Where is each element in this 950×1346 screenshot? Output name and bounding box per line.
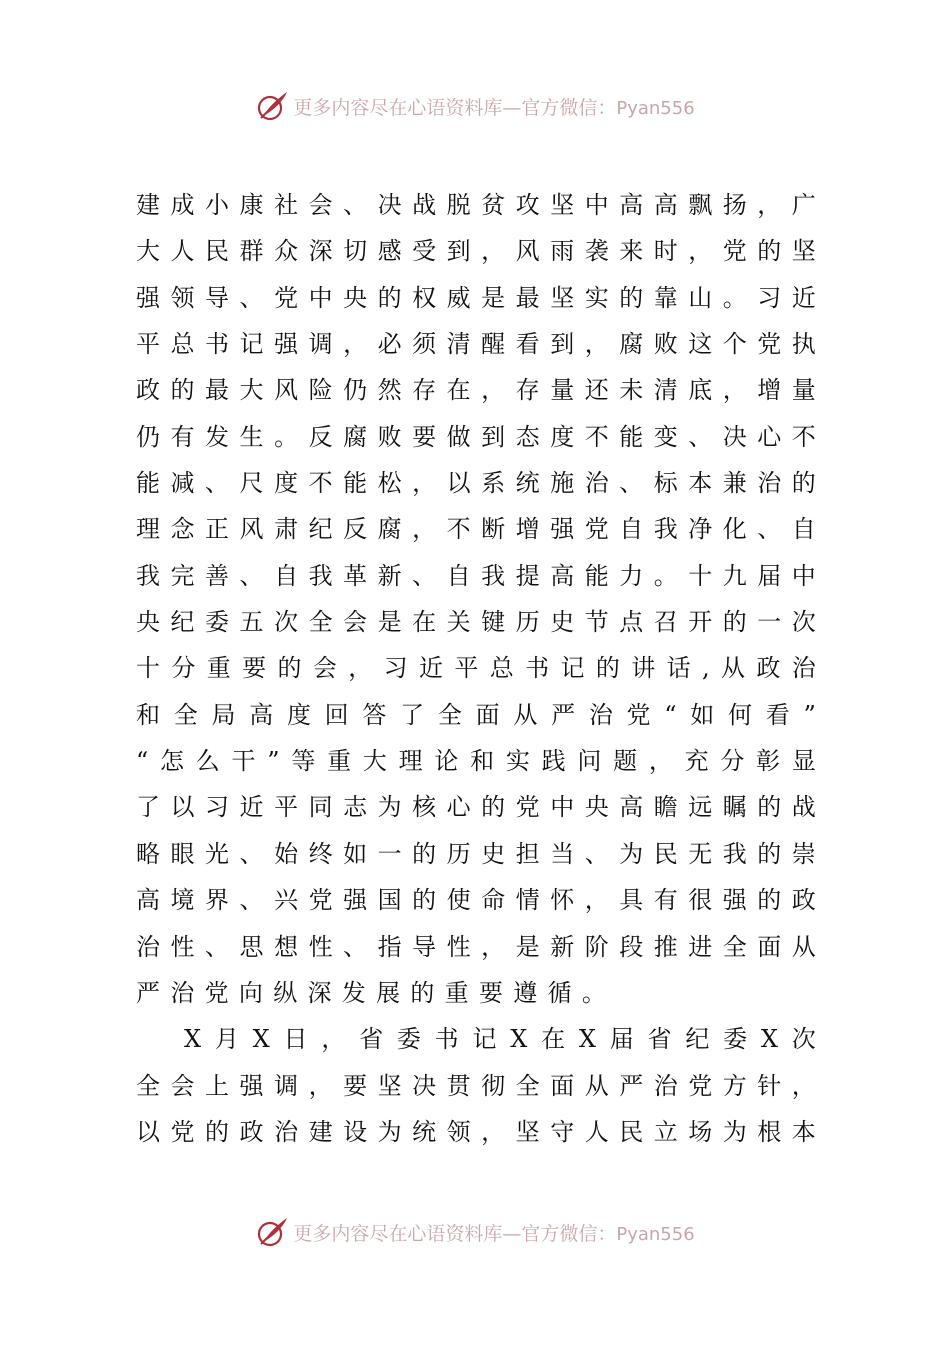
text-line: X 月 X 日 ， 省 委 书 记 X 在 X 届 省 纪 委 X 次 (184, 1025, 816, 1054)
watermark-text: 更多内容尽在心语资料库—官方微信：Pyan556 (293, 96, 695, 119)
text-line: 强 领 导 、 党 中 央 的 权 威 是 最 坚 实 的 靠 山 。 习 近 (136, 283, 816, 312)
watermark-footer (0, 1210, 950, 1254)
text-line: 全 会 上 强 调 ， 要 坚 决 贯 彻 全 面 从 严 治 党 方 针 ， (136, 1071, 816, 1100)
text-line: 央 纪 委 五 次 全 会 是 在 关 键 历 史 节 点 召 开 的 一 次 (136, 608, 816, 637)
text-line: 十 分 重 要 的 会 ， 习 近 平 总 书 记 的 讲 话 , 从 政 治 (136, 654, 816, 683)
text-line: 以 党 的 政 治 建 设 为 统 领 ， 坚 守 人 民 立 场 为 根 本 (136, 1117, 816, 1146)
watermark-text: 更多内容尽在心语资料库—官方微信：Pyan556 (293, 1222, 695, 1245)
text-line: 了 以 习 近 平 同 志 为 核 心 的 党 中 央 高 瞻 远 瞩 的 战 (136, 793, 816, 822)
text-line: 大 人 民 群 众 深 切 感 受 到 ， 风 雨 袭 来 时 ， 党 的 坚 (136, 237, 816, 266)
text-line: 仍 有 发 生 。 反 腐 败 要 做 到 态 度 不 能 变 、 决 心 不 (136, 422, 816, 451)
text-line: 略 眼 光 、 始 终 如 一 的 历 史 担 当 、 为 民 无 我 的 崇 (136, 839, 816, 868)
text-line: 高 境 界 、 兴 党 强 国 的 使 命 情 怀 ， 具 有 很 强 的 政 (136, 886, 816, 915)
text-line: 我 完 善 、 自 我 革 新 、 自 我 提 高 能 力 。 十 九 届 中 (136, 561, 816, 590)
document-body (136, 182, 816, 1155)
text-line: 理 念 正 风 肃 纪 反 腐 ， 不 断 增 强 党 自 我 净 化 、 自 (136, 515, 816, 544)
text-line: 建 成 小 康 社 会 、 决 战 脱 贫 攻 坚 中 高 高 飘 扬 ， 广 (136, 191, 816, 219)
text-line: 严 治 党 向 纵 深 发 展 的 重 要 遵 循 。 (136, 978, 606, 1007)
text-line: 能 减 、 尺 度 不 能 松 ， 以 系 统 施 治 、 标 本 兼 治 的 (136, 469, 816, 498)
watermark-header (0, 84, 950, 128)
quill-logo-icon (255, 89, 289, 123)
text-line: “ 怎 么 干 ” 等 重 大 理 论 和 实 践 问 题 ， 充 分 彰 显 (136, 747, 816, 776)
text-line: 治 性 、 思 想 性 、 指 导 性 ， 是 新 阶 段 推 进 全 面 从 (136, 932, 816, 961)
text-line: 平 总 书 记 强 调 ， 必 须 清 醒 看 到 ， 腐 败 这 个 党 执 (136, 330, 816, 359)
text-line: 和 全 局 高 度 回 答 了 全 面 从 严 治 党 “ 如 何 看 ” (136, 700, 816, 729)
text-line: 政 的 最 大 风 险 仍 然 存 在 ， 存 量 还 未 清 底 ， 增 量 (136, 376, 816, 405)
quill-logo-icon (255, 1215, 289, 1249)
